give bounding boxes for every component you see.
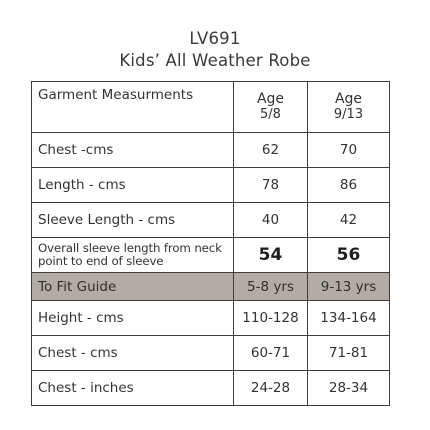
table-header-row <box>32 82 390 133</box>
row-label: Length - cms <box>32 168 234 203</box>
row-label: Overall sleeve length from neck point to end of sleeve <box>32 238 234 273</box>
row-value-9-13: 28-34 <box>308 371 390 406</box>
fit-guide-row <box>32 273 390 301</box>
table-row <box>32 133 390 168</box>
row-value-5-8: 60-71 <box>234 336 308 371</box>
header-age-5-8 <box>234 82 308 133</box>
header-age-9-13 <box>308 82 390 133</box>
row-label: Sleeve Length - cms <box>32 203 234 238</box>
size-chart-table <box>31 81 390 406</box>
row-value-9-13: 86 <box>308 168 390 203</box>
row-value-9-13: 42 <box>308 203 390 238</box>
table-row <box>32 336 390 371</box>
product-code: LV691 <box>189 29 241 48</box>
row-label: Chest -cms <box>32 133 234 168</box>
row-value-5-8: 40 <box>234 203 308 238</box>
row-value-9-13: 56 <box>308 238 390 273</box>
fit-guide-9-13: 9-13 yrs <box>308 273 390 301</box>
row-value-5-8: 54 <box>234 238 308 273</box>
table-row <box>32 168 390 203</box>
row-label: Chest - cms <box>32 336 234 371</box>
row-value-5-8: 24-28 <box>234 371 308 406</box>
row-label: Height - cms <box>32 301 234 336</box>
table-row-overall-sleeve <box>32 238 390 273</box>
row-value-5-8: 62 <box>234 133 308 168</box>
age-range: 9/13 <box>333 107 364 122</box>
row-value-9-13: 70 <box>308 133 390 168</box>
table-row <box>32 203 390 238</box>
age-title: Age <box>256 91 285 107</box>
fit-guide-5-8: 5-8 yrs <box>234 273 308 301</box>
age-range: 5/8 <box>260 107 281 122</box>
product-name: Kids’ All Weather Robe <box>119 51 311 70</box>
row-value-5-8: 78 <box>234 168 308 203</box>
row-value-9-13: 71-81 <box>308 336 390 371</box>
header-label: Garment Measurments <box>32 82 234 133</box>
row-label: Chest - inches <box>32 371 234 406</box>
fit-guide-label: To Fit Guide <box>32 273 234 301</box>
row-value-5-8: 110-128 <box>234 301 308 336</box>
age-title: Age <box>334 91 363 107</box>
table-row <box>32 301 390 336</box>
row-value-9-13: 134-164 <box>308 301 390 336</box>
table-row <box>32 371 390 406</box>
